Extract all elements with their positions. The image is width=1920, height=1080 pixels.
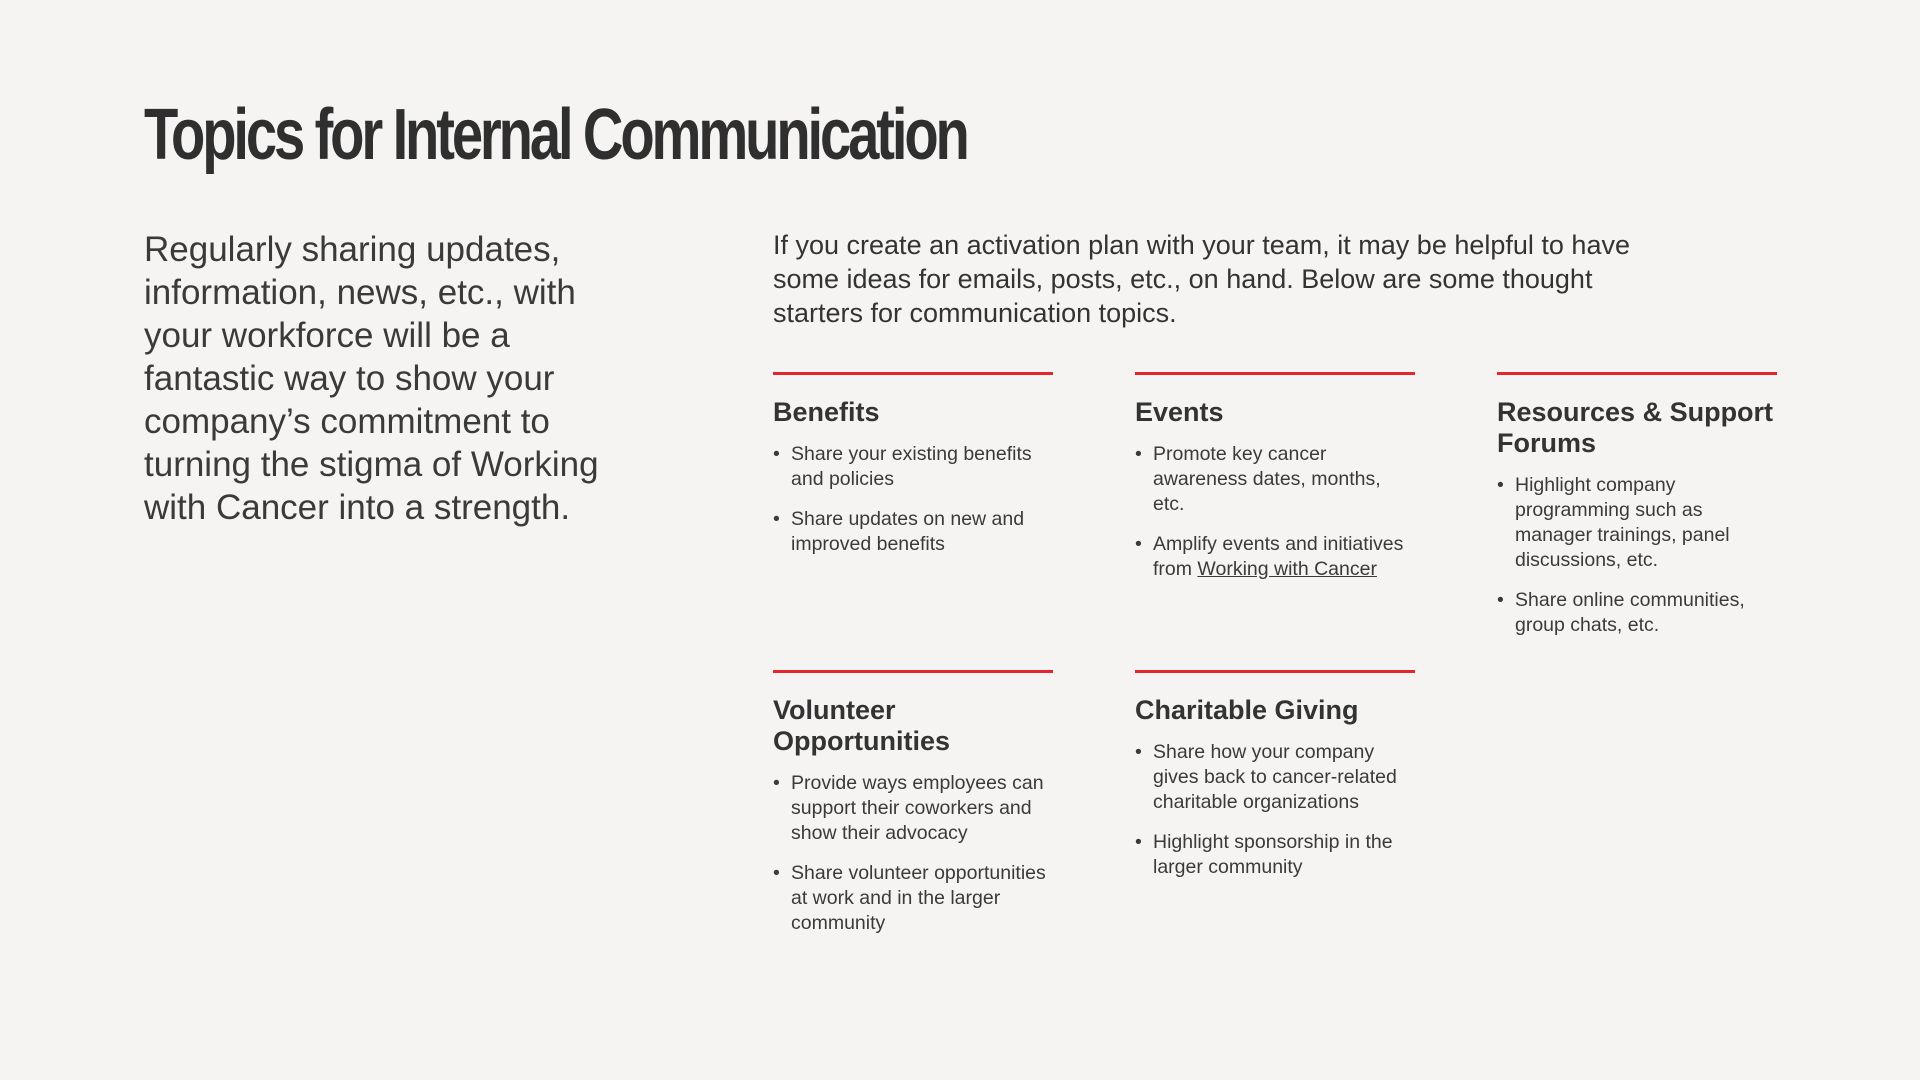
list-item xyxy=(1135,442,1415,517)
bullet-icon: • xyxy=(1135,533,1142,555)
topic-list xyxy=(1135,740,1415,880)
bullet-icon: • xyxy=(1497,474,1504,496)
page-title: Topics for Internal Communication xyxy=(144,95,967,175)
bullet-icon: • xyxy=(773,508,780,530)
bullet-icon: • xyxy=(1497,589,1504,611)
topic-events xyxy=(1135,372,1415,597)
bullet-icon: • xyxy=(773,862,780,884)
topic-heading: Volunteer Opportunities xyxy=(773,695,950,756)
topic-heading: Benefits xyxy=(773,397,880,427)
list-item-text: Highlight sponsorship in the larger community xyxy=(1153,831,1393,878)
lead-paragraph: Regularly sharing updates, information, news, etc., with your workforce will be a fantastic way to show your company’s commitment to turning the stigma of Working with Cancer into a strength. xyxy=(144,230,599,527)
topic-resources-support-forums xyxy=(1497,372,1777,653)
bullet-icon: • xyxy=(1135,741,1142,763)
list-item-text: Share online communities, group chats, etc. xyxy=(1515,589,1745,636)
list-item xyxy=(1135,532,1415,582)
topic-heading: Events xyxy=(1135,397,1224,427)
bullet-icon: • xyxy=(1135,831,1142,853)
list-item-text: Share how your company gives back to cancer-related charitable organizations xyxy=(1153,741,1397,813)
working-with-cancer-link[interactable]: Working with Cancer xyxy=(1197,558,1377,580)
topic-list xyxy=(773,442,1053,557)
list-item xyxy=(1135,830,1415,880)
bullet-icon: • xyxy=(1135,443,1142,465)
list-item-text: Share volunteer opportunities at work and in the larger community xyxy=(791,862,1046,934)
list-item xyxy=(773,771,1053,846)
list-item xyxy=(773,507,1053,557)
list-item xyxy=(773,442,1053,492)
list-item xyxy=(1497,588,1777,638)
topic-list xyxy=(1497,473,1777,638)
list-item xyxy=(1135,740,1415,815)
intro-paragraph: If you create an activation plan with your team, it may be helpful to have some ideas for emails, posts, etc., on hand. Below are some thought starters for communication topics. xyxy=(773,230,1630,328)
topic-heading: Resources & Support Forums xyxy=(1497,397,1774,458)
topic-heading: Charitable Giving xyxy=(1135,695,1359,725)
list-item-text: Amplify events and initiatives from xyxy=(1153,533,1404,580)
topic-list xyxy=(773,771,1053,936)
topic-list xyxy=(1135,442,1415,582)
topic-charitable-giving xyxy=(1135,670,1415,895)
topic-benefits xyxy=(773,372,1053,572)
list-item-text: Highlight company programming such as manager trainings, panel discussions, etc. xyxy=(1515,474,1730,571)
topic-volunteer-opportunities xyxy=(773,670,1053,951)
list-item xyxy=(773,861,1053,936)
bullet-icon: • xyxy=(773,772,780,794)
list-item-text: Promote key cancer awareness dates, months, etc. xyxy=(1153,443,1381,515)
list-item xyxy=(1497,473,1777,573)
list-item-text: Share updates on new and improved benefits xyxy=(791,508,1025,555)
list-item-text: Share your existing benefits and policies xyxy=(791,443,1032,490)
bullet-icon: • xyxy=(773,443,780,465)
list-item-text: Provide ways employees can support their coworkers and show their advocacy xyxy=(791,772,1044,844)
